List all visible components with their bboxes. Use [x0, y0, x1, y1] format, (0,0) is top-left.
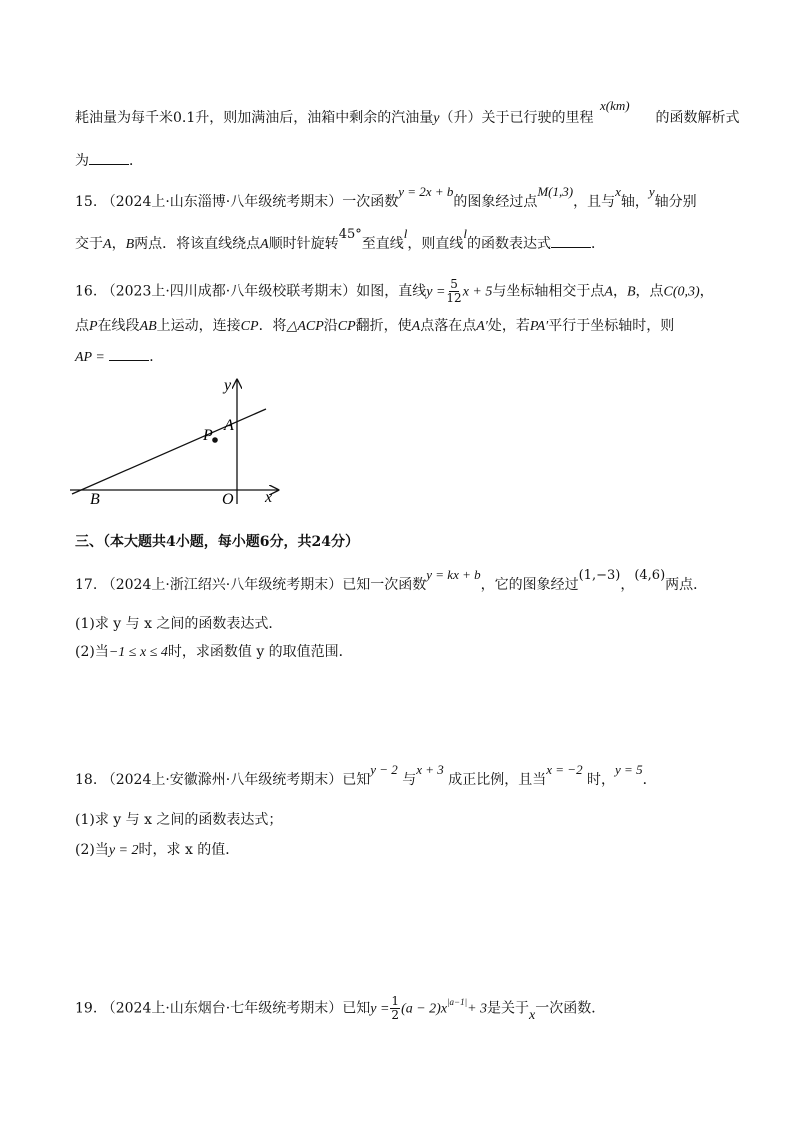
count: 4 [166, 534, 176, 550]
point-m: M(1,3) [537, 184, 574, 199]
p16-line3 [75, 346, 163, 368]
text: 交于 [75, 236, 103, 252]
point-b: B [626, 284, 636, 300]
text: ，点 [635, 283, 664, 300]
fraction [390, 995, 400, 1022]
problem-source: （2024上·浙江绍兴·八年级统考期末）已知一次函数 [101, 577, 427, 593]
point-p: P [89, 319, 98, 334]
text: ． [642, 772, 657, 788]
text: ，它的图象经过 [480, 577, 579, 593]
text: 处，若 [487, 318, 530, 334]
problem-source: （2024上·山东烟台·七年级统考期末）已知 [101, 1000, 371, 1017]
answer-blank[interactable] [551, 233, 591, 248]
segment-cp: CP [337, 319, 356, 334]
text: 的函数解析式 [655, 110, 740, 126]
p18-q1: (1)求 y 与 x 之间的函数表达式； [75, 812, 283, 828]
text: 一次函数． [535, 1000, 606, 1017]
label-y: y [224, 377, 232, 394]
text: 至直线 [361, 236, 404, 252]
text: 是关于 [487, 1000, 530, 1017]
problem-source: （2023上·四川成都·八年级校联考期末）如图，直线 [101, 283, 427, 300]
var-y: y [433, 111, 440, 126]
equation-const: + 3 [467, 1001, 488, 1017]
text: 点 [75, 318, 89, 334]
answer-blank[interactable] [89, 150, 129, 165]
total: 24 [311, 534, 331, 550]
p15-line1 [75, 184, 697, 212]
text: 点落在点 [420, 318, 477, 334]
text: 的函数表达式 [466, 236, 551, 252]
text: 分，共 [269, 534, 312, 550]
text: 翻折，使 [355, 318, 412, 334]
line-l: l [463, 226, 467, 241]
inequality: −1 ≤ x ≤ 4 [108, 645, 168, 660]
point-a: A [260, 237, 269, 252]
p14-line1 [75, 108, 739, 129]
expr-y-minus-2: y − 2 [370, 762, 398, 777]
expr-x-plus-3: x + 3 [416, 762, 444, 777]
p15-line2 [75, 226, 605, 255]
equation-body: (a − 2)x [401, 1001, 448, 1017]
line-l: l [403, 226, 408, 241]
point-a: A [411, 319, 421, 334]
condition: y = 2 [108, 843, 139, 858]
points: 6 [259, 534, 270, 550]
period: ． [129, 153, 143, 169]
label-a: A [224, 417, 234, 434]
text: 为 [75, 153, 89, 169]
text: 顺时针旋转 [268, 236, 339, 252]
answer-blank[interactable] [109, 346, 149, 361]
text: 上运动，连接 [156, 318, 241, 334]
text: ， [620, 577, 635, 593]
segment-pa-prime: PA′ [529, 319, 549, 334]
text: 与 [402, 772, 417, 788]
point-2: (4,6) [634, 568, 666, 583]
text: 沿 [323, 318, 338, 334]
problem-source: （2024上·安徽滁州·八年级统考期末）已知 [101, 772, 371, 788]
point-p-dot [212, 437, 218, 443]
fraction [446, 278, 461, 305]
segment-ab: AB [139, 319, 157, 334]
problem-number: 17. [75, 577, 98, 593]
denominator: 12 [446, 291, 462, 305]
numerator: 5 [450, 277, 458, 291]
text: ， [111, 236, 126, 252]
text: ，则直线 [407, 236, 464, 252]
equation-lhs: y = [426, 284, 446, 300]
segment-cp: CP [240, 319, 259, 334]
period: ． [149, 349, 164, 365]
unit-x-km: x(km) [600, 98, 630, 113]
text: 在线段 [97, 318, 140, 334]
var-x: x [615, 184, 621, 199]
text: 两点． [665, 577, 708, 593]
problem-number: 16. [75, 283, 98, 300]
point-a: A [103, 237, 112, 252]
angle: 45° [338, 227, 362, 242]
text: 平行于坐标轴时，则 [548, 318, 675, 334]
p18-line1 [75, 762, 657, 790]
equation-lhs: y = [370, 1001, 390, 1017]
text: 分） [330, 534, 359, 550]
text: 耗油量为每千米 [75, 110, 173, 126]
ap-expression: AP = [75, 350, 105, 365]
text: 时，求函数值 y 的取值范围． [167, 644, 353, 660]
exponent: |a−1| [447, 996, 468, 1007]
text: (2)当 [75, 842, 109, 858]
text: 升，则加满油后，油箱中剩余的汽油量 [195, 110, 434, 126]
numerator: 1 [391, 994, 400, 1008]
p16-line2 [75, 316, 674, 337]
var-y: y [648, 184, 655, 199]
text: 成正比例，且当 [448, 772, 547, 788]
text: ，且与 [573, 194, 616, 210]
denominator: 2 [391, 1008, 400, 1022]
text: 三、（本大题共 [75, 534, 166, 550]
text: 时，求 x 的值． [138, 842, 240, 858]
coordinate-figure [60, 370, 300, 510]
period: ． [590, 236, 605, 252]
p18-q2 [75, 840, 239, 861]
text: 轴分别 [654, 194, 697, 210]
text: ， [699, 283, 714, 300]
p16-line1 [75, 278, 714, 305]
text: ， [612, 283, 627, 300]
text: ．将 [258, 318, 287, 334]
p17-q1: (1)求 y 与 x 之间的函数表达式． [75, 616, 283, 632]
point-1: (1,−3) [578, 568, 621, 583]
point-b: B [125, 237, 135, 252]
triangle-acp: △ACP [286, 319, 324, 334]
p17-line1 [75, 567, 708, 596]
problem-number: 19. [75, 1000, 98, 1017]
point-a-prime: A′ [476, 319, 488, 334]
point-c: C(0,3) [663, 284, 700, 300]
text: 0.1 [173, 110, 196, 126]
label-b: B [90, 491, 100, 508]
equation: y = kx + b [426, 567, 481, 582]
text: 的图象经过点 [453, 194, 538, 210]
text: （升）关于已行驶的里程 [439, 110, 594, 126]
label-p: P [203, 427, 213, 444]
label-x: x [265, 489, 273, 506]
problem-number: 15. [75, 194, 98, 210]
problem-number: 18. [75, 772, 98, 788]
text: 时， [587, 772, 616, 788]
condition-y: y = 5 [615, 762, 643, 777]
point-a: A [604, 284, 613, 300]
problem-source: （2024上·山东淄博·八年级统考期末）一次函数 [101, 194, 399, 210]
label-o: O [222, 491, 234, 508]
text: 与坐标轴相交于点 [492, 283, 605, 300]
text: (2)当 [75, 644, 109, 660]
section-3-heading [75, 532, 359, 552]
var-x: x [529, 1007, 536, 1023]
equation-rhs: x + 5 [462, 284, 493, 300]
text: 小题，每小题 [175, 534, 260, 550]
p17-q2 [75, 642, 353, 663]
text: 轴， [620, 194, 649, 210]
equation: y = 2x + b [398, 184, 454, 199]
p14-line2 [75, 150, 143, 171]
condition-x: x = −2 [546, 762, 583, 777]
text: 两点．将该直线绕点 [134, 236, 261, 252]
p19-line1 [75, 995, 605, 1022]
